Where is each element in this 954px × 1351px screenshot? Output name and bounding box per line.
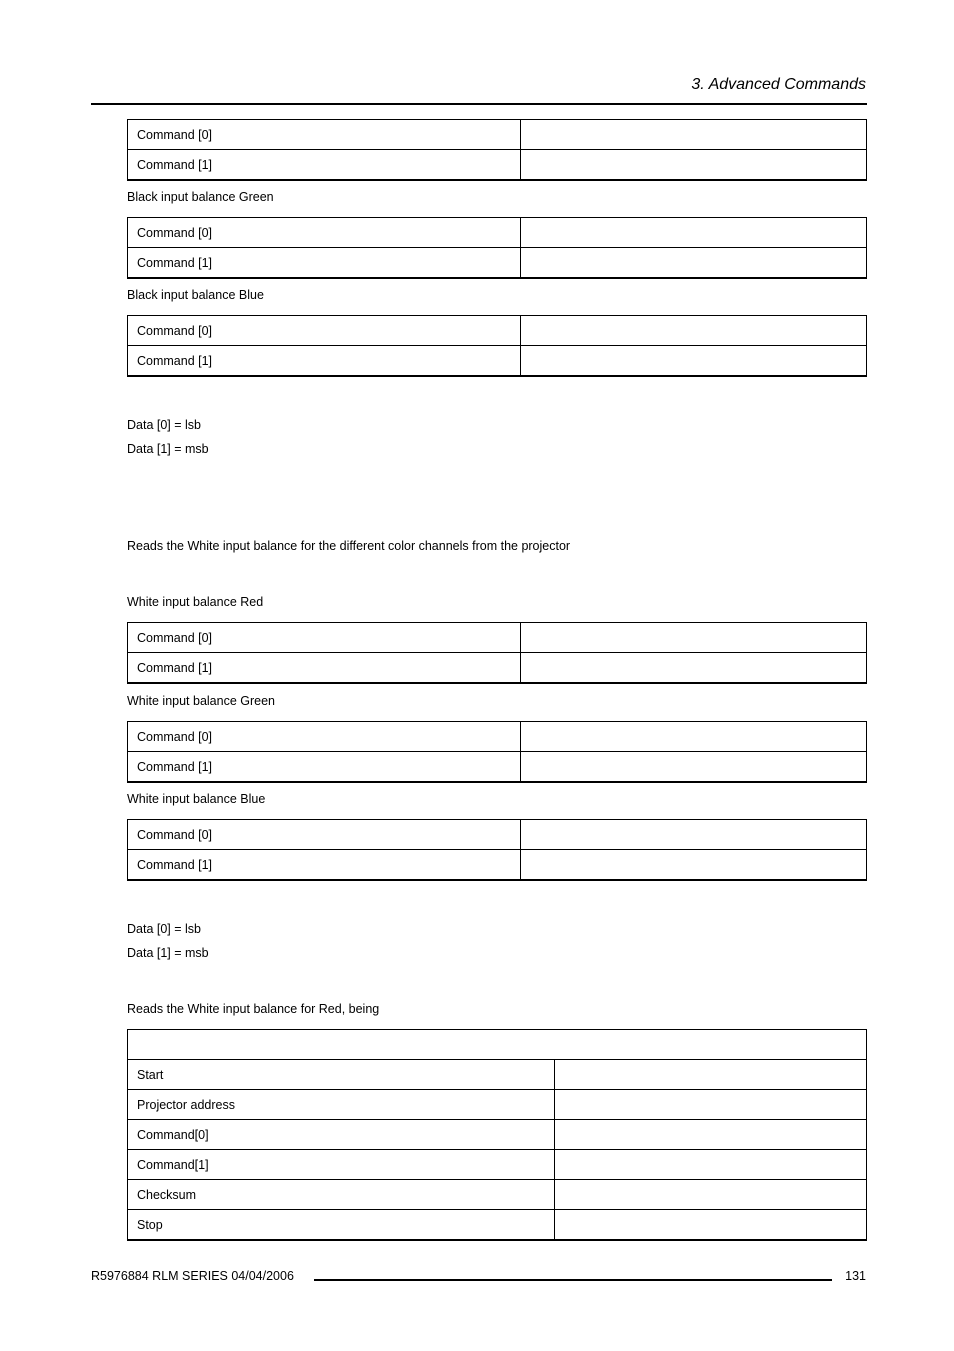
command-value (521, 150, 867, 181)
table-row (128, 1120, 867, 1150)
command-label: Command [0] (128, 218, 521, 248)
command-label: Command [1] (128, 752, 521, 783)
command-label: Command [0] (128, 820, 521, 850)
command-label: Command [1] (128, 248, 521, 279)
table-row (128, 120, 867, 150)
table-row (128, 150, 867, 181)
table-row (128, 248, 867, 279)
footer-rule (314, 1279, 832, 1281)
table-row (128, 1210, 867, 1241)
footer-doc-info: R5976884 RLM SERIES 04/04/2006 (91, 1269, 294, 1283)
command-label: Command [1] (128, 653, 521, 684)
field-value (555, 1090, 867, 1120)
table-row (128, 1150, 867, 1180)
command-value (521, 346, 867, 377)
section-label-black-blue: Black input balance Blue (127, 288, 264, 302)
table-row (128, 850, 867, 881)
field-label: Command[1] (128, 1150, 555, 1180)
command-value (521, 120, 867, 150)
field-value (555, 1180, 867, 1210)
data-note-msb: Data [1] = msb (127, 442, 209, 456)
section-label-white-green: White input balance Green (127, 694, 276, 708)
command-label: Command [1] (128, 850, 521, 881)
field-label: Checksum (128, 1180, 555, 1210)
example-table-header (128, 1030, 867, 1060)
header-rule (91, 103, 867, 105)
table-row (128, 1060, 867, 1090)
command-label: Command [0] (128, 316, 521, 346)
command-value (521, 218, 867, 248)
example-intro-text: Reads the White input balance for Red, being (127, 1002, 380, 1016)
field-label: Stop (128, 1210, 555, 1241)
table-row (128, 316, 867, 346)
command-value (521, 752, 867, 783)
table-row (128, 820, 867, 850)
command-label: Command [0] (128, 722, 521, 752)
command-value (521, 722, 867, 752)
command-value (521, 653, 867, 684)
table-row (128, 653, 867, 684)
data-note-lsb: Data [0] = lsb (127, 418, 201, 432)
command-label: Command [0] (128, 120, 521, 150)
command-table-black-red (127, 119, 867, 181)
command-value (521, 248, 867, 279)
command-value (521, 850, 867, 881)
section-label-white-blue: White input balance Blue (127, 792, 266, 806)
table-row (128, 722, 867, 752)
command-table-white-red (127, 622, 867, 684)
command-table-black-blue (127, 315, 867, 377)
command-table-black-green (127, 217, 867, 279)
table-row (128, 623, 867, 653)
field-label: Start (128, 1060, 555, 1090)
field-value (555, 1150, 867, 1180)
command-value (521, 623, 867, 653)
table-row (128, 346, 867, 377)
field-value (555, 1120, 867, 1150)
description-text: Reads the White input balance for the different color channels from the projector (127, 539, 571, 553)
command-label: Command [0] (128, 623, 521, 653)
command-table-white-green (127, 721, 867, 783)
command-label: Command [1] (128, 150, 521, 181)
section-label-white-red: White input balance Red (127, 595, 264, 609)
page-number: 131 (845, 1269, 866, 1283)
section-label-black-green: Black input balance Green (127, 190, 274, 204)
example-table-header-row (128, 1030, 867, 1060)
data-note-lsb: Data [0] = lsb (127, 922, 201, 936)
chapter-title: 3. Advanced Commands (691, 76, 866, 93)
table-row (128, 218, 867, 248)
command-label: Command [1] (128, 346, 521, 377)
field-label: Projector address (128, 1090, 555, 1120)
data-note-msb: Data [1] = msb (127, 946, 209, 960)
table-row (128, 1090, 867, 1120)
field-value (555, 1210, 867, 1241)
field-label: Command[0] (128, 1120, 555, 1150)
table-row (128, 1180, 867, 1210)
command-table-white-blue (127, 819, 867, 881)
table-row (128, 752, 867, 783)
command-value (521, 820, 867, 850)
command-value (521, 316, 867, 346)
field-value (555, 1060, 867, 1090)
example-table (127, 1029, 867, 1241)
